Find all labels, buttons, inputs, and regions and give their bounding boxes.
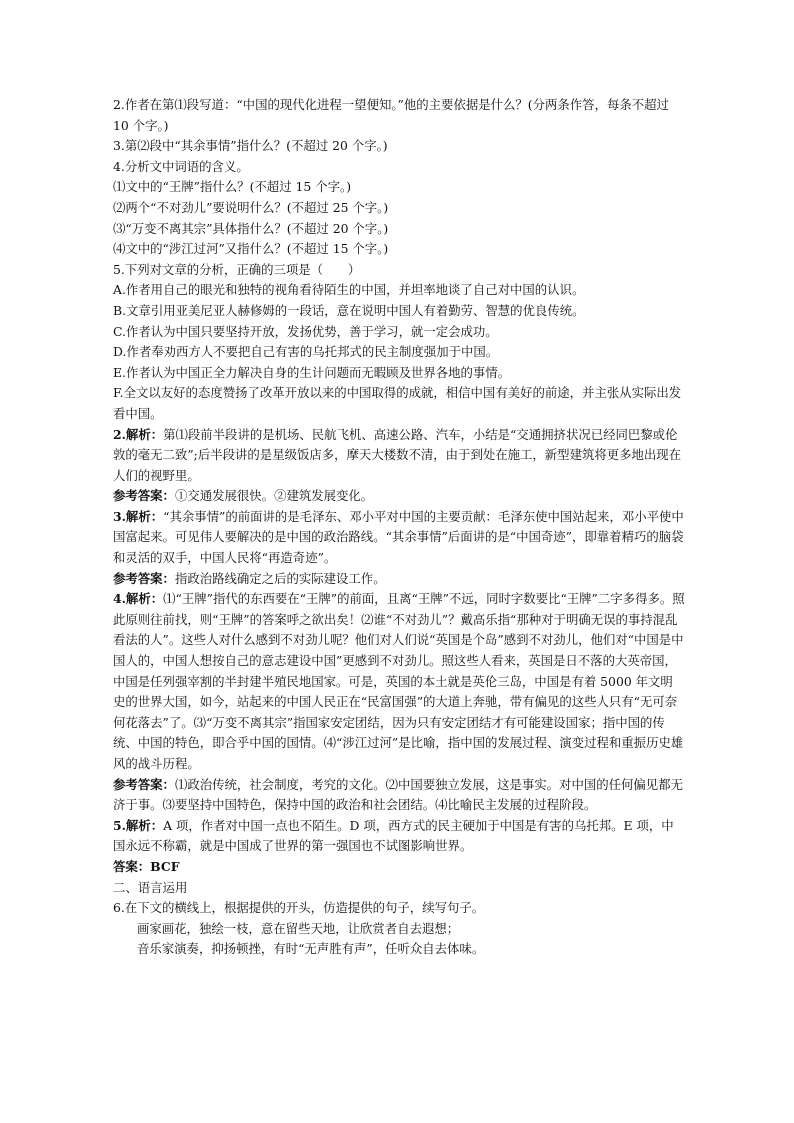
analysis-2-label: 2.解析： bbox=[113, 426, 164, 442]
analysis-2 bbox=[113, 425, 685, 487]
reference-answer-2-label: 参考答案： bbox=[113, 488, 175, 504]
question-5: 5.下列对文章的分析，正确的三项是（ ） bbox=[113, 261, 361, 277]
document-body bbox=[113, 95, 685, 960]
question-2: 2.作者在第⑴段写道：“中国的现代化进程一望便知。”他的主要依据是什么？(分两条作答，每条不超过 10 个字。) bbox=[113, 97, 669, 133]
option-e: E.作者认为中国正全力解决自身的生计问题而无暇顾及世界各地的事情。 bbox=[113, 364, 511, 380]
option-a: A.作者用自己的眼光和独特的视角看待陌生的中国，并坦率地谈了自己对中国的认识。 bbox=[113, 282, 585, 298]
reference-answer-4-label: 参考答案： bbox=[113, 776, 175, 792]
question-4: 4.分析文中词语的含义。 bbox=[113, 158, 249, 174]
reference-answer-3-text: 指政治路线确定之后的实际建设工作。 bbox=[174, 570, 386, 586]
reference-answer-2 bbox=[113, 486, 685, 507]
question-6-line-2: 音乐家演奏，抑扬顿挫，有时“无声胜有声”，任听众自去体味。 bbox=[137, 941, 485, 957]
reference-answer-2-text: ①交通发展很快。②建筑发展变化。 bbox=[174, 488, 374, 504]
reference-answer-3-label: 参考答案： bbox=[113, 570, 175, 586]
question-3: 3.第⑵段中“其余事情”指什么？(不超过 20 个字。) bbox=[113, 138, 388, 154]
analysis-4-text: ⑴“王牌”指代的东西要在“王牌”的前面，且离“王牌”不远，同时字数要比“王牌”二字多得多。照此原则往前找，则“王牌”的答案呼之欲出矣！⑵谁“不对劲儿”？戴高乐指“那种对于明确无误的事持混乱看法的人”。这些人对什么感到不对劲儿呢？他们对人们说“英国是个岛”感到不对劲儿，他们对“中国是中国人的，中国人想按自己的意志建设中国”更感到不对劲儿。照这些人看来，英国是日不落的大英帝国，中国是任列强宰割的半封建半殖民地国家。可是，英国的本土就是英伦三岛，中国是有着 5000 年文明史的世界大国，如今，站起来的中国人民正在“民富国强”的大道上奔驰，带有偏见的这些人只有“无可奈何花落去”了。⑶“万变不离其宗”指国家安定团结，因为只有安定团结才有可能建设国家；指中国的传统、中国的特色，即合乎中国的国情。⑷“涉江过河”是比喻，指中国的发展过程、演变过程和重振历史雄风的战斗历程。 bbox=[113, 591, 685, 771]
question-6: 6.在下文的横线上，根据提供的开头，仿造提供的句子，续写句子。 bbox=[113, 900, 485, 916]
analysis-5-label: 5.解析： bbox=[113, 817, 164, 833]
option-b: B.文章引用亚美尼亚人赫修姆的一段话，意在说明中国人有着勤劳、智慧的优良传统。 bbox=[113, 302, 585, 318]
analysis-3-label: 3.解析： bbox=[113, 508, 164, 524]
question-4-3: ⑶“万变不离其宗”具体指什么？(不超过 20 个字。) bbox=[113, 220, 389, 236]
answer-5 bbox=[113, 857, 685, 878]
question-4-4: ⑷文中的“涉江过河”又指什么？(不超过 15 个字。) bbox=[113, 241, 389, 257]
question-4-1: ⑴文中的“王牌”指什么？(不超过 15 个字。) bbox=[113, 179, 352, 195]
question-6-line-1: 画家画花，独绘一枝，意在留些天地，让欣赏者自去遐想； bbox=[137, 920, 460, 936]
option-f: F.全文以友好的态度赞扬了改革开放以来的中国取得的成就，相信中国有美好的前途，并主张从实际出发看中国。 bbox=[113, 385, 682, 421]
analysis-4-label: 4.解析： bbox=[113, 591, 164, 607]
answer-5-label: 答案： bbox=[113, 858, 151, 874]
analysis-3 bbox=[113, 507, 685, 569]
analysis-3-text: “其余事情”的前面讲的是毛泽东、邓小平对中国的主要贡献：毛泽东使中国站起来，邓小平使中国富起来。可见伟人要解决的是中国的政治路线。“其余事情”后面讲的是“中国奇迹”，即靠着精巧的脑袋和灵活的双手，中国人民将“再造奇迹”。 bbox=[113, 508, 684, 566]
question-4-2: ⑵两个“不对劲儿”要说明什么？(不超过 25 个字。) bbox=[113, 199, 389, 215]
analysis-5-text: A 项，作者对中国一点也不陌生。D 项，西方式的民主硬加于中国是有害的乌托邦。E 项，中国永远不称霸，就是中国成了世界的第一强国也不试图影响世界。 bbox=[113, 817, 674, 854]
option-d: D.作者奉劝西方人不要把自己有害的乌托邦式的民主制度强加于中国。 bbox=[113, 344, 499, 360]
option-c: C.作者认为中国只要坚持开放，发扬优势，善于学习，就一定会成功。 bbox=[113, 323, 498, 339]
answer-5-text: BCF bbox=[150, 858, 180, 874]
reference-answer-3 bbox=[113, 569, 685, 590]
analysis-5 bbox=[113, 816, 685, 857]
analysis-2-text: 第⑴段前半段讲的是机场、民航飞机、高速公路、汽车，小结是“交通拥挤状况已经同巴黎或伦敦的毫无二致”;后半段讲的是星级饭店多，摩天大楼数不清，由于到处在施工，新型建筑将更多地出现在人们的视野里。 bbox=[113, 426, 682, 483]
reference-answer-4 bbox=[113, 775, 685, 816]
reference-answer-4-text: ⑴政治传统，社会制度，考究的文化。⑵中国要独立发展，这是事实。对中国的任何偏见都无济于事。⑶要坚持中国特色，保持中国的政治和社会团结。⑷比喻民主发展的过程阶段。 bbox=[113, 776, 683, 813]
section-heading: 二、语言运用 bbox=[113, 879, 188, 895]
analysis-4 bbox=[113, 589, 685, 774]
